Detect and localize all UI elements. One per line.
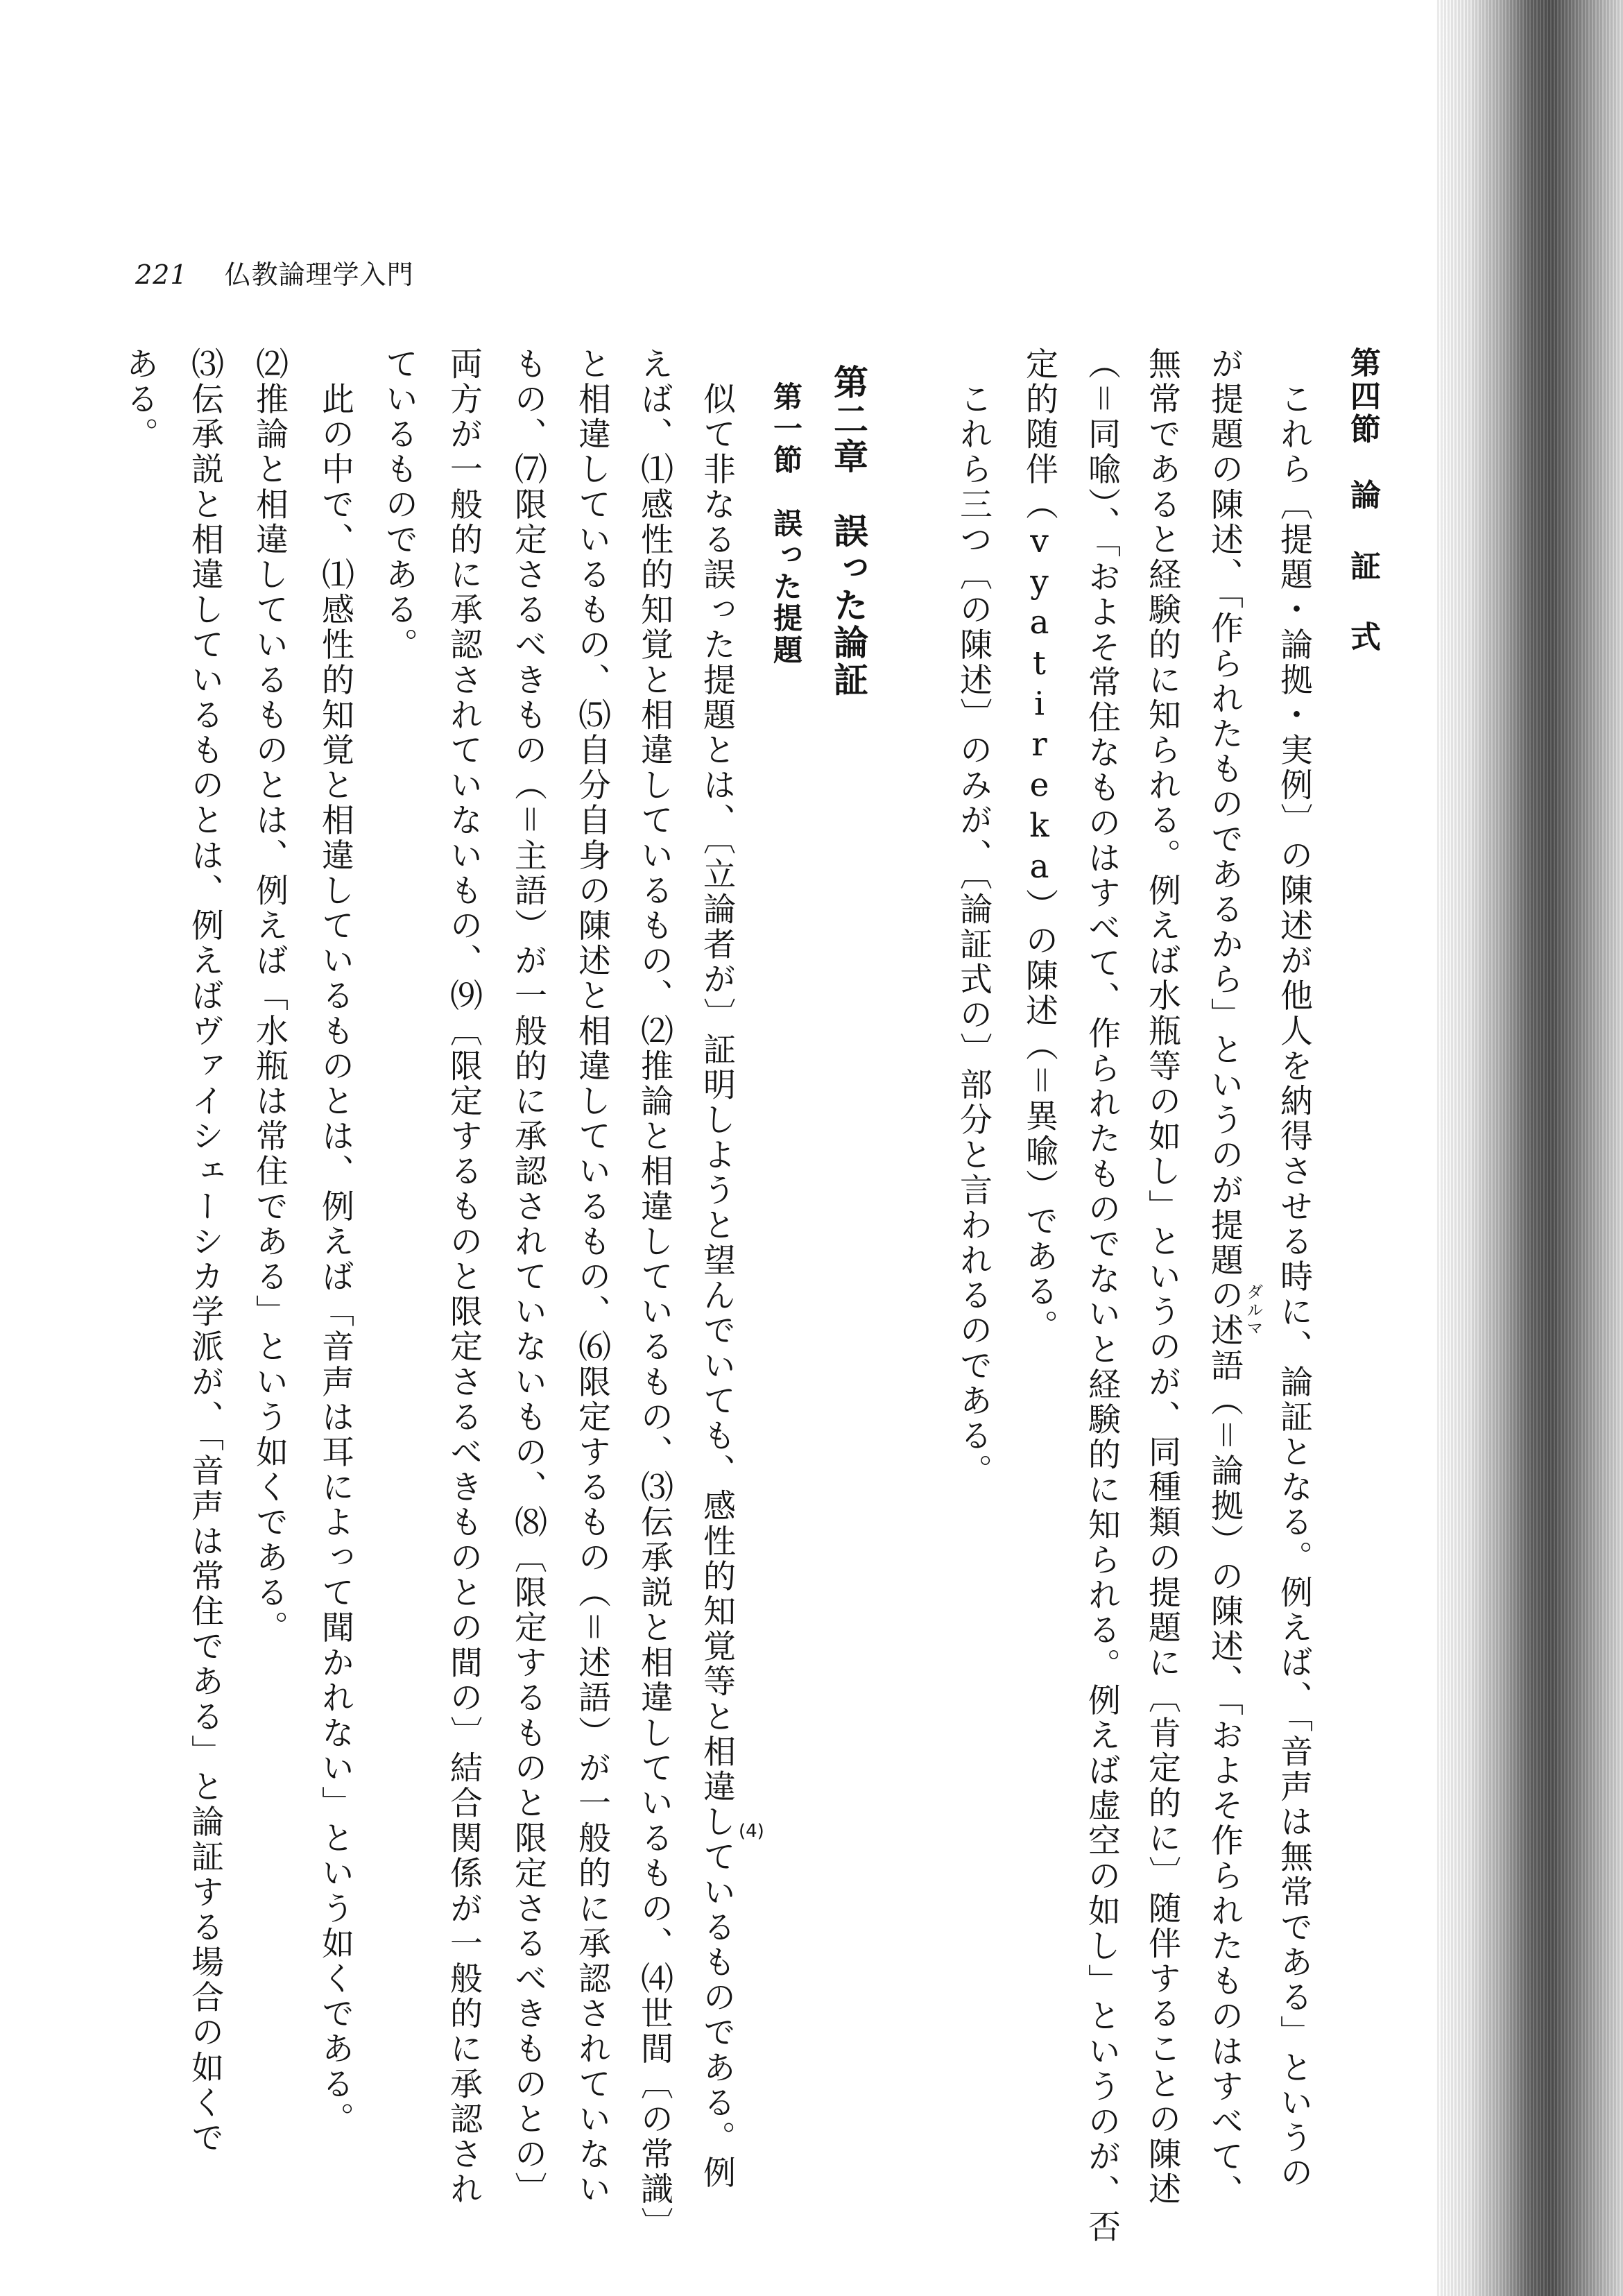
text-line: と相違しているもの、⑸自分自身の陳述と相違しているもの、⑹限定するもの（＝述語）が一般的に承認されていない <box>573 347 611 2207</box>
furigana-dharma: ダルマ <box>1244 1283 1263 1337</box>
text-line: 似て非なる誤った提題とは、〔立論者が〕証明しようと望んでいても、感性的知覚等と相違しているものである。例 <box>698 347 736 2191</box>
binding-shadow <box>1436 0 1623 2296</box>
note-marker: (4) <box>739 1821 764 1842</box>
text-line: ているものである。 <box>380 347 418 663</box>
text-line: ⑵推論と相違しているものとは、例えば「水瓶は常住である」という如くである。 <box>250 347 289 1646</box>
text-line: が提題の陳述、「作られたものであるから」というのが提題の述語（＝論拠）の陳述、「およそ作られたものはすべて、 <box>1205 347 1244 2210</box>
text-line: これら〔提題・論拠・実例〕の陳述が他人を納得させる時に、論証となる。例えば、「音声は無常である」というの <box>1275 347 1313 2191</box>
text-line: もの、⑺限定さるべきもの（＝主語）が一般的に承認されていないもの、⑻〔限定するものと限定さるべきものとの〕 <box>509 347 547 2207</box>
text-line: ある。 <box>121 347 159 452</box>
text-line: えば、⑴感性的知覚と相違しているもの、⑵推論と相違しているもの、⑶伝承説と相違しているもの、⑷世間〔の常識〕 <box>635 347 673 2243</box>
chapter-heading: 第二章 誤った論証 <box>828 364 868 699</box>
section-heading: 第四節 論 証 式 <box>1345 347 1380 654</box>
subsection-heading: 第一節 誤った提題 <box>769 382 803 667</box>
text-line: 両方が一般的に承認されていないもの、⑼〔限定するものと限定さるべきものとの間の〕結合関係が一般的に承認され <box>445 347 483 2207</box>
text-line: 定的随伴（vyatireka）の陳述（＝異喩）である。 <box>1020 347 1058 1345</box>
text-line: ⑶伝承説と相違しているものとは、例えばヴァイシェーシカ学派が、「音声は常住である」と論証する場合の如くで <box>186 347 224 2156</box>
text-line: 此の中で、⑴感性的知覚と相違しているものとは、例えば「音声は耳によって聞かれない」という如くである。 <box>316 347 354 2137</box>
page-number: 221 <box>135 259 188 290</box>
running-title: 仏教論理学入門 <box>224 259 414 290</box>
text-line: 無常であると経験的に知られる。例えば水瓶等の如し」というのが、同種類の提題に〔肯定的に〕随伴することの陳述 <box>1143 347 1181 2207</box>
text-line: （＝同喩）、「およそ常住なものはすべて、作られたものでないと経験的に知られる。例えば虚空の如し」というのが、否 <box>1083 347 1121 2245</box>
running-header <box>135 253 414 291</box>
text-line: これら三つ〔の陳述〕のみが、〔論証式の〕部分と言われるのである。 <box>954 347 993 1489</box>
